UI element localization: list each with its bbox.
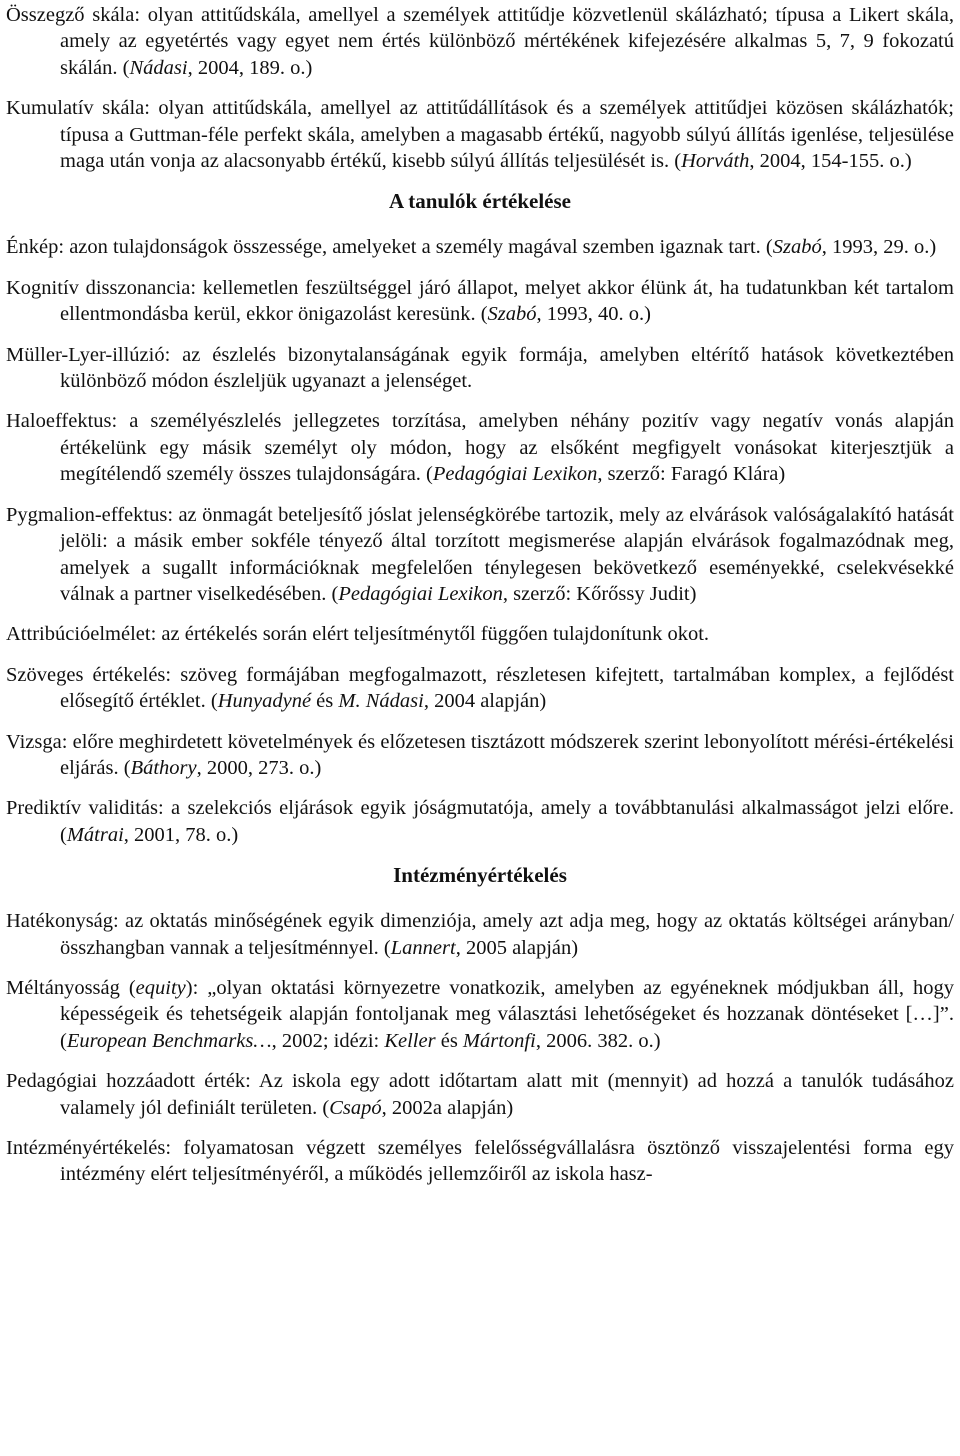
entry-text: , 1993, 29. o.) xyxy=(821,236,937,259)
glossary-entry xyxy=(6,95,954,174)
glossary-section-institution-assessment xyxy=(6,908,954,1188)
glossary-entry xyxy=(6,502,954,608)
glossary-entry xyxy=(6,275,954,328)
citation-italic: Mátrai xyxy=(66,823,124,846)
entry-text: , szerző: Faragó Klára) xyxy=(597,463,786,486)
citation-italic: European Benchmarks… xyxy=(66,1029,272,1052)
citation-italic: M. Nádasi xyxy=(338,690,424,713)
citation-italic: Hunyadyné xyxy=(217,690,312,713)
entry-text: ): „olyan oktatási környezetre vonatkozik, amelyben az egyéneknek módjukban áll, hogy képességeik és tehetségeik alapján fontoljanak meg választási lehetőségeket és hozzanak döntéseket […]”. ( xyxy=(60,976,954,1052)
glossary-entry xyxy=(6,662,954,715)
citation-italic: Szabó xyxy=(487,303,537,326)
entry-text: , 2004, 154-155. o.) xyxy=(749,150,912,173)
entry-text: , 2004 alapján) xyxy=(423,690,547,713)
entry-text: Intézményértékelés: folyamatosan végzett személyes felelősségvállalásra ösztönző visszajelentési forma egy intézmény elért teljesítményéről, a működés jellemzőiről az iskola hasz- xyxy=(6,1137,954,1186)
citation-italic: Keller xyxy=(384,1029,436,1052)
citation-italic: Báthory xyxy=(130,756,197,779)
entry-text: és xyxy=(435,1029,463,1052)
glossary-entry xyxy=(6,975,954,1054)
citation-italic: Lannert xyxy=(390,936,456,959)
citation-italic: equity xyxy=(135,976,186,999)
entry-text: , 2005 alapján) xyxy=(455,936,579,959)
citation-italic: Szabó xyxy=(772,236,822,259)
citation-italic: Mártonfi xyxy=(462,1029,536,1052)
citation-italic: Nádasi xyxy=(129,56,188,79)
entry-text: Kognitív disszonancia: kellemetlen feszültséggel járó állapot, melyet akkor élünk át, ha tudatunkban két tartalom ellentmondásba kerül, ekkor önigazolást keresünk. ( xyxy=(6,276,954,326)
glossary-section-scales xyxy=(6,2,954,174)
entry-text: , 2006. 382. o.) xyxy=(535,1029,661,1052)
section-heading-institution-assessment: Intézményértékelés xyxy=(393,863,567,888)
citation-italic: Horváth xyxy=(681,150,750,173)
entry-text: Pedagógiai hozzáadott érték: Az iskola egy adott időtartam alatt mit (mennyit) ad hozzá a tanulók tudásához valamely jól definiált területen. ( xyxy=(6,1070,954,1119)
citation-italic: Pedagógiai Lexikon xyxy=(338,582,503,605)
glossary-entry xyxy=(6,795,954,848)
entry-text: Müller-Lyer-illúzió: az észlelés bizonytalanságának egyik formája, amelyben eltérítő hatások következtében különböző módon észleljük ugyanazt a jelenséget. xyxy=(6,343,954,393)
entry-text: Vizsga: előre meghirdetett követelmények és előzetesen tisztázott módszerek szerint lebonyolított mérési-értékelési eljárás. ( xyxy=(6,730,954,779)
glossary-entry xyxy=(6,234,954,260)
entry-text: , szerző: Kőrőssy Judit) xyxy=(502,582,697,605)
entry-text: , 1993, 40. o.) xyxy=(536,303,651,326)
glossary-entry xyxy=(6,342,954,395)
entry-text: Énkép: azon tulajdonságok összessége, amelyeket a személy magával szemben igaznak tart. ( xyxy=(6,236,773,259)
glossary-entry xyxy=(6,1068,954,1121)
entry-text: Haloeffektus: a személyészlelés jellegzetes torzítása, amelyben néhány pozitív vagy negatív vonás alapján értékelünk egy másik személyt oly módon, hogy az elsőként megfigyelt vonásokat kiterjesztjük a megítélendő személy összes tulajdonságára. ( xyxy=(6,410,954,486)
citation-italic: Pedagógiai Lexikon xyxy=(432,463,598,486)
entry-text: , 2001, 78. o.) xyxy=(123,823,239,846)
entry-text: , 2002a alapján) xyxy=(381,1096,514,1119)
entry-text: Kumulatív skála: olyan attitűdskála, amellyel az attitűdállítások és a személyek attitűdjei közösen skálázhatók; típusa a Guttman-féle perfekt skála, amelyben a magasabb értékű, nagyobb súlyú állítás igenlése, teljesülése maga után vonja az alacsonyabb értékű, kisebb súlyú állítás teljesülését is. ( xyxy=(6,97,954,173)
entry-text: Attribúcióelmélet: az értékelés során elért teljesítménytől függően tulajdonítunk okot. xyxy=(6,623,710,646)
glossary-entry xyxy=(6,621,954,647)
entry-text: Összegző skála: olyan attitűdskála, amellyel a személyek attitűdje közvetlenül skálázható; típusa a Likert skála, amely az egyetértés vagy egyet nem értés különböző mértékének kifejezésére alkalmas 5, 7, 9 fokozatú skálán. ( xyxy=(6,4,954,79)
entry-text: és xyxy=(311,690,339,713)
glossary-entry xyxy=(6,1135,954,1188)
entry-text: , 2000, 273. o.) xyxy=(196,756,322,779)
entry-text: , 2002; idézi: xyxy=(271,1029,385,1052)
entry-text: Hatékonyság: az oktatás minőségének egyik dimenziója, amely azt adja meg, hogy az oktatás költségei arányban/összhangban vannak a teljesítménnyel. ( xyxy=(6,910,954,959)
glossary-entry xyxy=(6,908,954,961)
entry-text: Prediktív validitás: a szelekciós eljárások egyik jóságmutatója, amely a továbbtanulási alkalmasságot jelzi előre. ( xyxy=(6,797,954,846)
glossary-section-student-assessment xyxy=(6,234,954,848)
section-heading-student-assessment: A tanulók értékelése xyxy=(389,189,571,214)
glossary-entry xyxy=(6,729,954,782)
citation-italic: Csapó xyxy=(329,1096,382,1119)
glossary-entry xyxy=(6,2,954,81)
entry-text: Méltányosság ( xyxy=(6,976,136,999)
glossary-entry xyxy=(6,408,954,487)
entry-text: , 2004, 189. o.) xyxy=(187,56,313,79)
entry-text: Szöveges értékelés: szöveg formájában megfogalmazott, részletesen kifejtett, tartalmában komplex, a fejlődést elősegítő értéklet. ( xyxy=(6,663,954,713)
entry-text: Pygmalion-effektus: az önmagát beteljesítő jóslat jelenségkörébe tartozik, mely az elvárások valóságalakító hatását jelöli: a másik ember sokféle tényező által torzított megismerése alapján elvárások fogalmazódnak meg, amelyek a sugallt információknak megfelelően ténylegesen bekövetkező eseményekké, cselekvésekké válnak a partner viselkedésében. ( xyxy=(6,503,954,605)
